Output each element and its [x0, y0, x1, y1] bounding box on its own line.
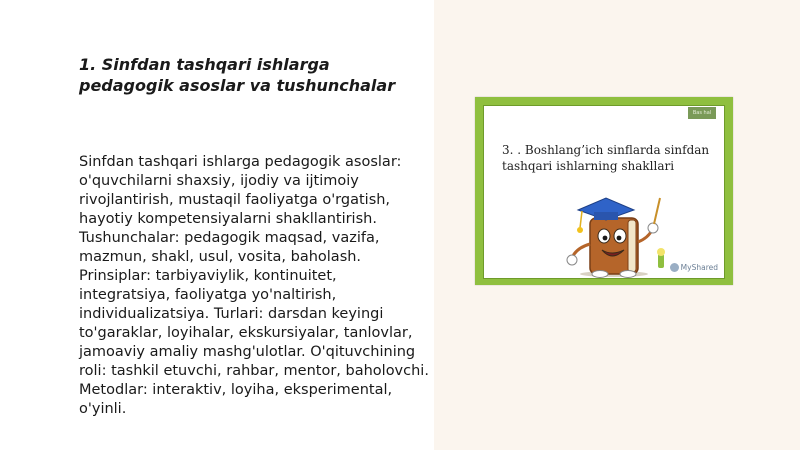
slide-title: 1. Sinfdan tashqari ishlarga pedagogik asoslar va tushunchalar [79, 55, 396, 95]
thumbnail-heading: 3. . Boshlang’ich sinflarda sinfdan tashqari ishlarning shakllari [502, 143, 710, 173]
thumbnail-topbar [484, 106, 724, 120]
thumbnail-tag: Bas hal [688, 107, 716, 119]
watermark-text: MyShared [680, 263, 718, 272]
watermark [670, 263, 718, 272]
graduation-book-icon [548, 194, 668, 278]
slide-body-text: Sinfdan tashqari ishlarga pedagogik asoslar: o'quvchilarni shaxsiy, ijodiy va ijtimoiy rivojlantirish, mustaqil faoliyatga o'rgatish, hayotiy kompetensiyalarni shakllantirish. Tushunchalar: pedagogik maqsad, vazifa, mazmun, shakl, usul, vosita, baholash. Prinsiplar: tarbiyaviylik, kontinuitet, integratsiya, faoliyatga yo'naltirish, individualizatsiya. Turlari: darsdan keyingi to'garaklar, loyihalar, ekskursiyalar, tanlovlar, jamoaviy amaliy mashg'ulotlar. O'qituvchining roli: tashkil etuvchi, rahbar, mentor, baholovchi. Metodlar: interaktiv, loyiha, eksperimental, o'yinli. [79, 154, 429, 417]
myshared-logo-icon [670, 263, 679, 272]
slide-thumbnail-image [475, 97, 733, 285]
thumbnail-slide-content [483, 105, 725, 279]
